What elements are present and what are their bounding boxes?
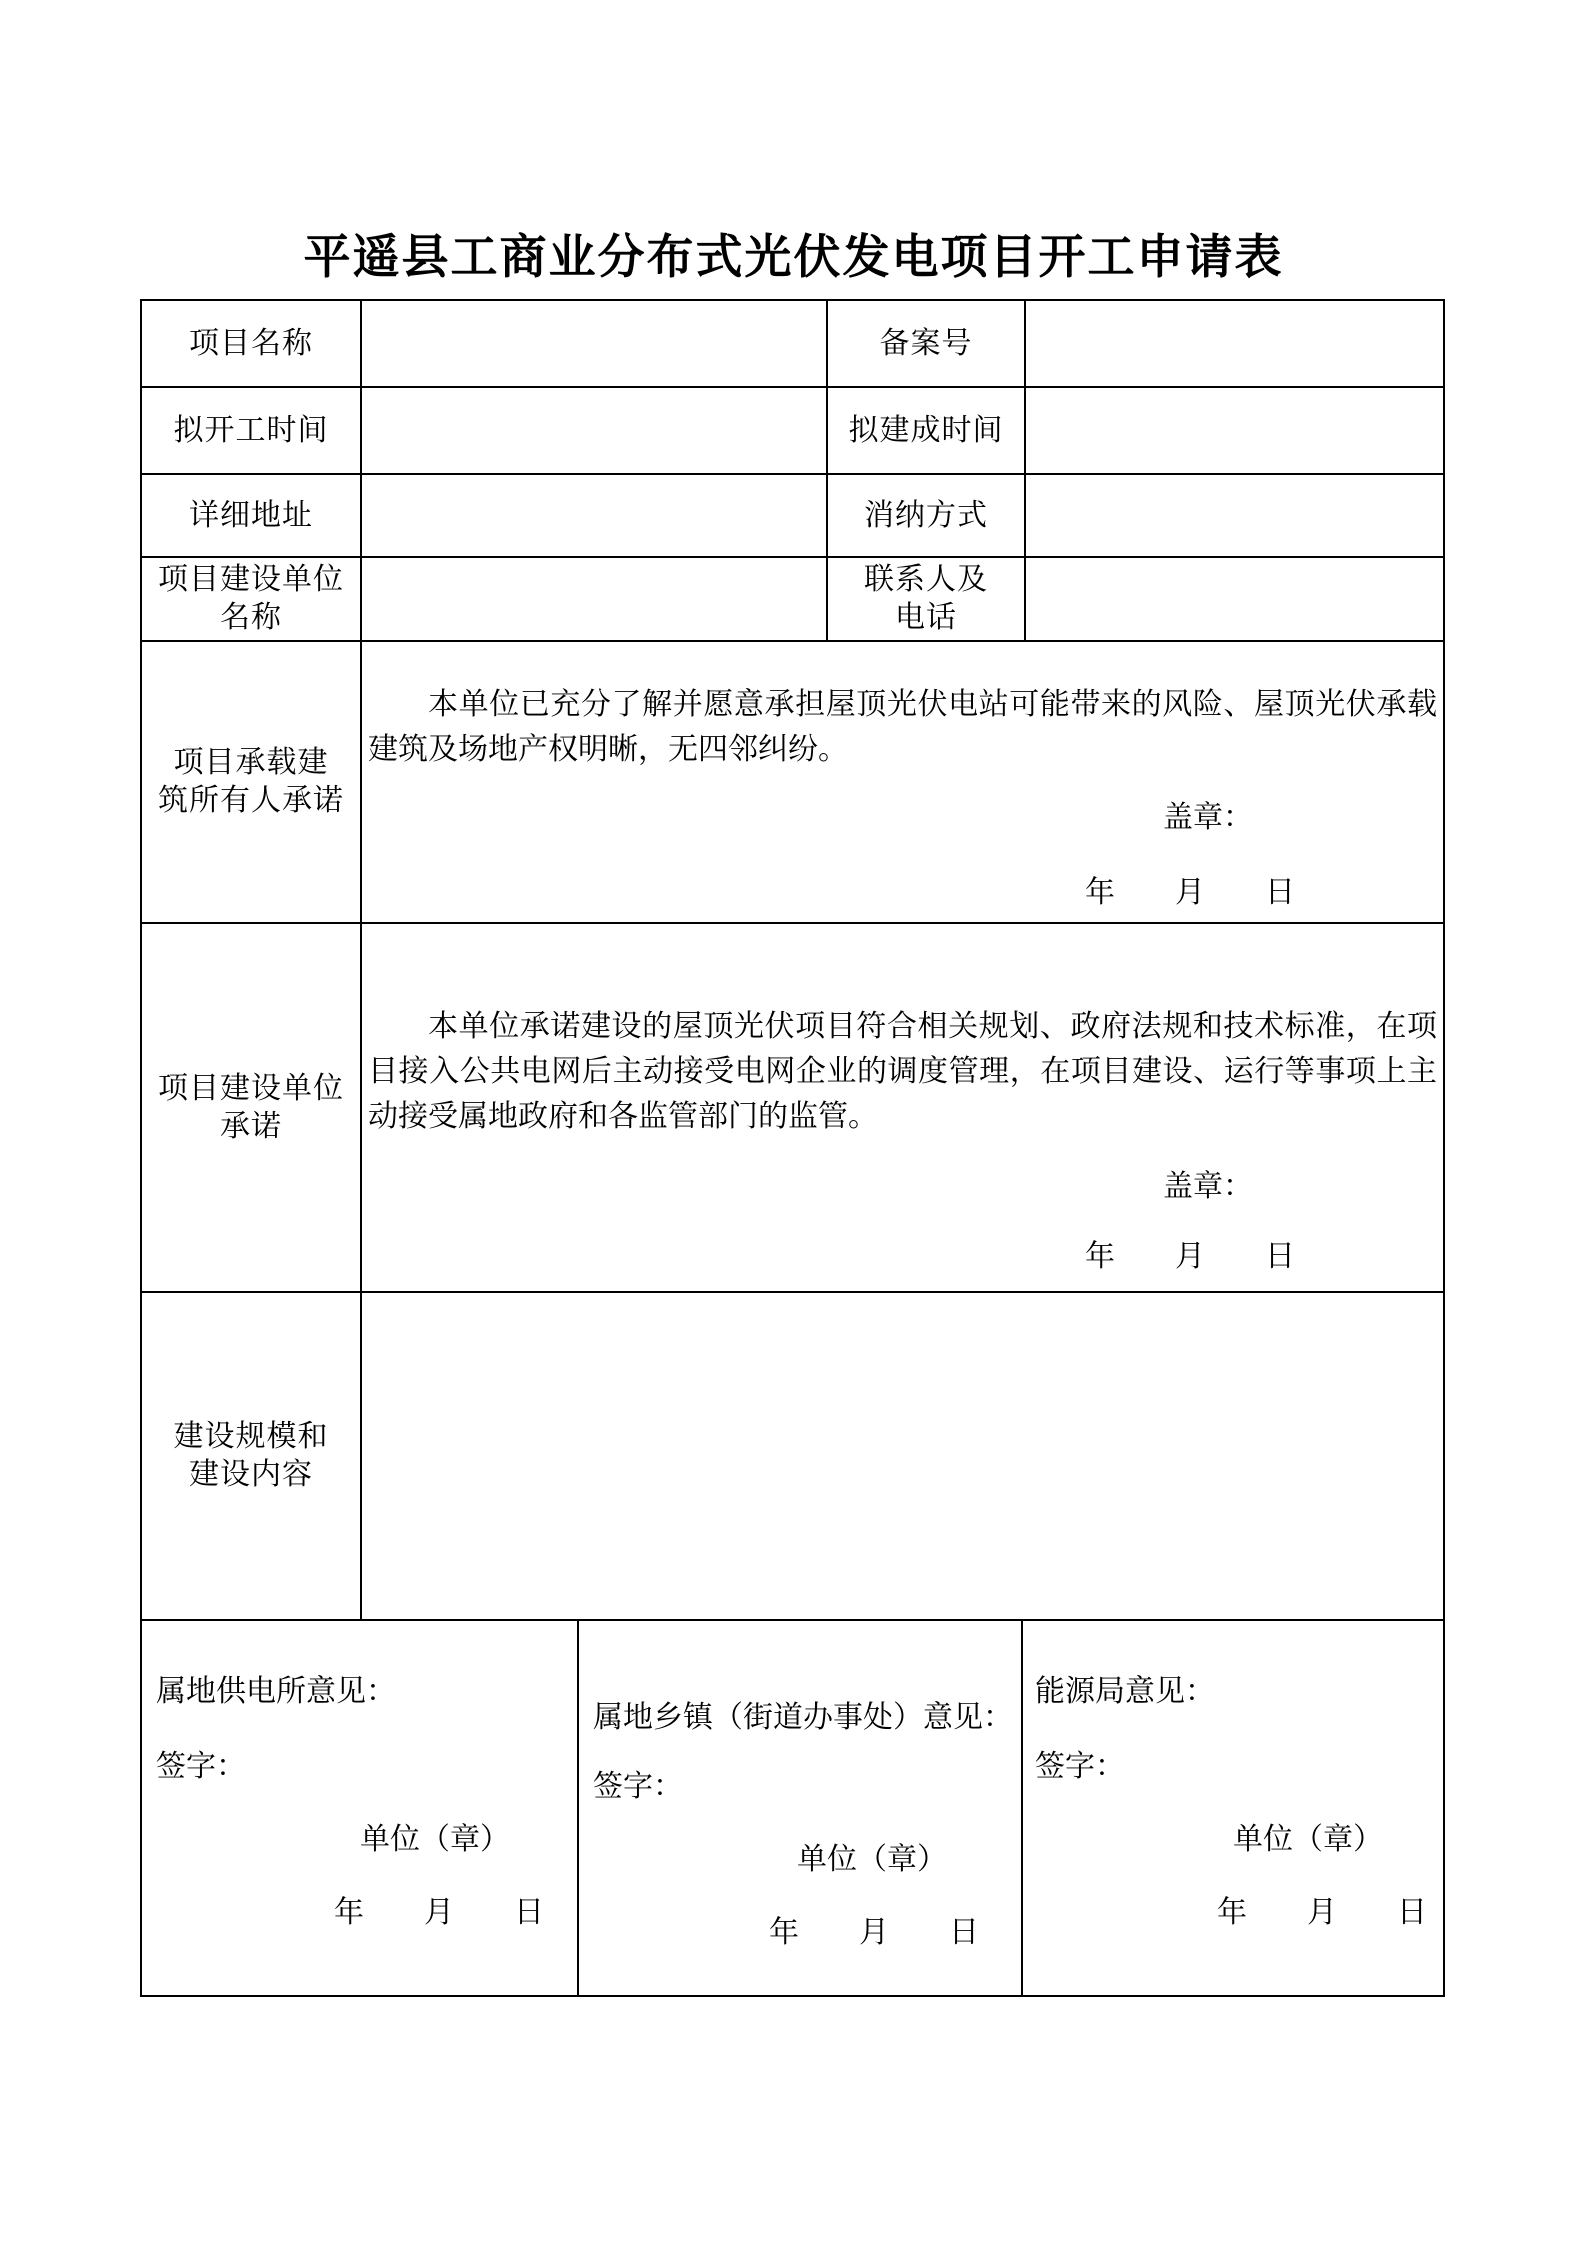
scale-and-content-label [141, 1292, 361, 1620]
table-row [141, 474, 1444, 557]
label-line: 筑所有人承诺 [158, 784, 344, 817]
opinion-cell-energy-bureau[interactable] [1022, 1620, 1444, 1996]
owner-commitment-label [141, 641, 361, 923]
label-line: 项目承载建 [173, 746, 329, 779]
opinion-title: 属地供电所意见： [156, 1675, 396, 1708]
signature-label: 签字： [1035, 1750, 1125, 1783]
field-value-record-number[interactable] [1025, 300, 1444, 387]
label-line: 项目建设单位 [158, 1071, 344, 1105]
field-value-planned-completion-time[interactable] [1025, 387, 1444, 474]
field-label-detailed-address: 详细地址 [141, 474, 361, 557]
label-line: 建设内容 [189, 1458, 313, 1491]
field-label-planned-completion-time: 拟建成时间 [827, 387, 1025, 474]
builder-date-label: 年 月 日 [1085, 1240, 1295, 1273]
builder-seal-label: 盖章： [1163, 1170, 1253, 1203]
field-value-construction-unit-name[interactable] [361, 557, 827, 641]
table-row [141, 641, 1444, 923]
unit-seal-label: 单位（章） [360, 1823, 510, 1856]
table-row [141, 557, 1444, 641]
opinion-title: 能源局意见： [1035, 1675, 1215, 1708]
opinion-title: 属地乡镇（街道办事处）意见： [593, 1701, 1013, 1734]
label-line: 承诺 [220, 1109, 282, 1143]
page-title: 平遥县工商业分布式光伏发电项目开工申请表 [303, 232, 1284, 284]
date-label: 年 月 日 [1217, 1896, 1427, 1929]
builder-commitment-text: 本单位承诺建设的屋顶光伏项目符合相关规划、政府法规和技术标准，在项目接入公共电网后主动接受电网企业的调度管理，在项目建设、运行等事项上主动接受属地政府和各监管部门的监管。 [368, 1010, 1437, 1133]
field-value-detailed-address[interactable] [361, 474, 827, 557]
form-main-table [140, 299, 1445, 1621]
label-line: 联系人及 [864, 563, 988, 596]
scale-and-content-value[interactable] [361, 1292, 1444, 1620]
owner-date-label: 年 月 日 [1085, 876, 1295, 909]
unit-seal-label: 单位（章） [797, 1843, 947, 1876]
field-label-contact-and-phone [827, 557, 1025, 641]
label-line: 建设规模和 [173, 1420, 329, 1453]
field-value-project-name[interactable] [361, 300, 827, 387]
table-row [141, 1620, 1444, 1996]
owner-seal-label: 盖章： [1163, 801, 1253, 834]
field-label-project-name: 项目名称 [141, 300, 361, 387]
field-value-contact-and-phone[interactable] [1025, 557, 1444, 641]
label-line: 电话 [895, 601, 957, 634]
field-label-record-number: 备案号 [827, 300, 1025, 387]
table-row [141, 923, 1444, 1292]
field-label-consumption-mode: 消纳方式 [827, 474, 1025, 557]
field-value-consumption-mode[interactable] [1025, 474, 1444, 557]
label-line: 名称 [220, 601, 282, 634]
signature-label: 签字： [593, 1770, 683, 1803]
field-value-planned-start-time[interactable] [361, 387, 827, 474]
field-label-construction-unit-name [141, 557, 361, 641]
date-label: 年 月 日 [334, 1896, 544, 1929]
builder-commitment-label [141, 923, 361, 1292]
form-opinions-table [140, 1619, 1445, 1997]
table-row [141, 300, 1444, 387]
signature-label: 签字： [156, 1750, 246, 1783]
application-form-table [140, 299, 1443, 1997]
date-label: 年 月 日 [769, 1916, 979, 1949]
table-row [141, 387, 1444, 474]
table-row [141, 1292, 1444, 1620]
opinion-cell-power-supply-station[interactable] [141, 1620, 578, 1996]
field-label-planned-start-time: 拟开工时间 [141, 387, 361, 474]
opinion-cell-township-office[interactable] [578, 1620, 1022, 1996]
owner-commitment-text: 本单位已充分了解并愿意承担屋顶光伏电站可能带来的风险、屋顶光伏承载建筑及场地产权明晰，无四邻纠纷。 [368, 688, 1437, 766]
owner-commitment-cell [361, 641, 1444, 923]
label-line: 项目建设单位 [158, 563, 344, 596]
unit-seal-label: 单位（章） [1233, 1823, 1383, 1856]
builder-commitment-cell [361, 923, 1444, 1292]
